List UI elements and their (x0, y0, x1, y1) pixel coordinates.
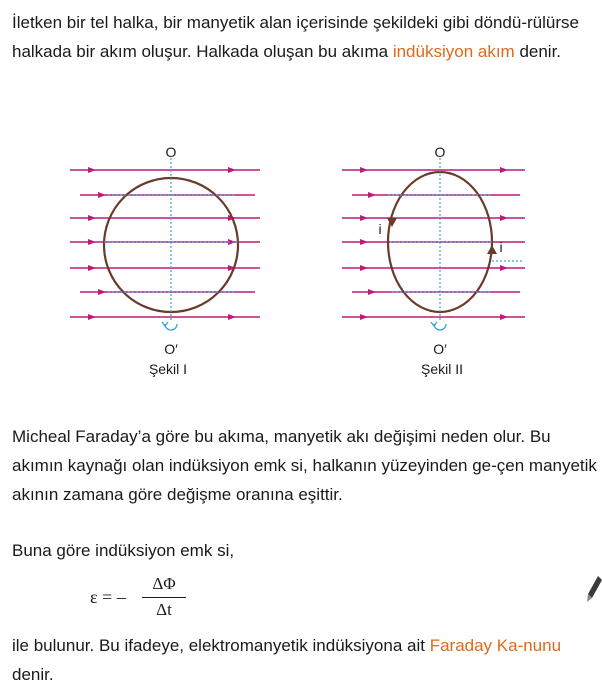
figure-1 (70, 158, 260, 330)
closing-text: ile bulunur. Bu ifadeye, elektromanyetik indüksiyona ait (12, 636, 430, 655)
current-label-left: i (378, 221, 382, 237)
axis-bottom-label-2: O′ (433, 341, 447, 357)
emf-intro: Buna göre indüksiyon emk si, (12, 541, 235, 560)
intro-text: İletken bir tel halka, bir manyetik alan içerisinde şekildeki gibi döndü-rülürse halkada bir akım oluşur. Halkada oluşan bu akıma (12, 13, 579, 61)
figure-1-caption: Şekil I (148, 361, 188, 377)
figures (0, 130, 602, 380)
formula-lhs: ε = – (90, 587, 126, 607)
current-label-right: i (499, 239, 503, 255)
term-faraday-law: Faraday Ka-nunu (429, 636, 562, 655)
formula-numerator: ΔΦ (152, 574, 176, 593)
faraday-formula (90, 574, 190, 622)
rotation-arrow-icon (165, 324, 177, 330)
axis-top-label-1: O (165, 144, 177, 160)
fraction-bar (142, 597, 186, 598)
figure-2 (342, 158, 525, 330)
closing-text-end: denir. (12, 665, 54, 684)
figure-2-caption: Şekil II (420, 361, 464, 377)
closing-paragraph (12, 631, 598, 689)
pen-icon (586, 576, 602, 604)
formula-denominator: Δt (156, 600, 172, 619)
dotted-lines-1 (104, 158, 238, 322)
term-induction-current: indüksiyon akım (392, 42, 515, 61)
current-arrow-right-icon (487, 245, 497, 254)
axis-top-label-2: O (434, 144, 446, 160)
faraday-paragraph: Micheal Faraday’a göre bu akıma, manyetik akı değişimi neden olur. Bu akımın kaynağı olan indüksiyon emk si, halkanın yüzeyinden ge-çen manyetik akının zamana göre değişme oranına eşittir. (12, 427, 597, 504)
intro-text-end: denir. (514, 42, 562, 61)
rotation-arrow-icon-2 (434, 324, 446, 330)
intro-paragraph (12, 8, 598, 66)
axis-bottom-label-1: O′ (164, 341, 178, 357)
field-lines-2 (342, 167, 525, 320)
field-lines-1 (70, 167, 260, 320)
